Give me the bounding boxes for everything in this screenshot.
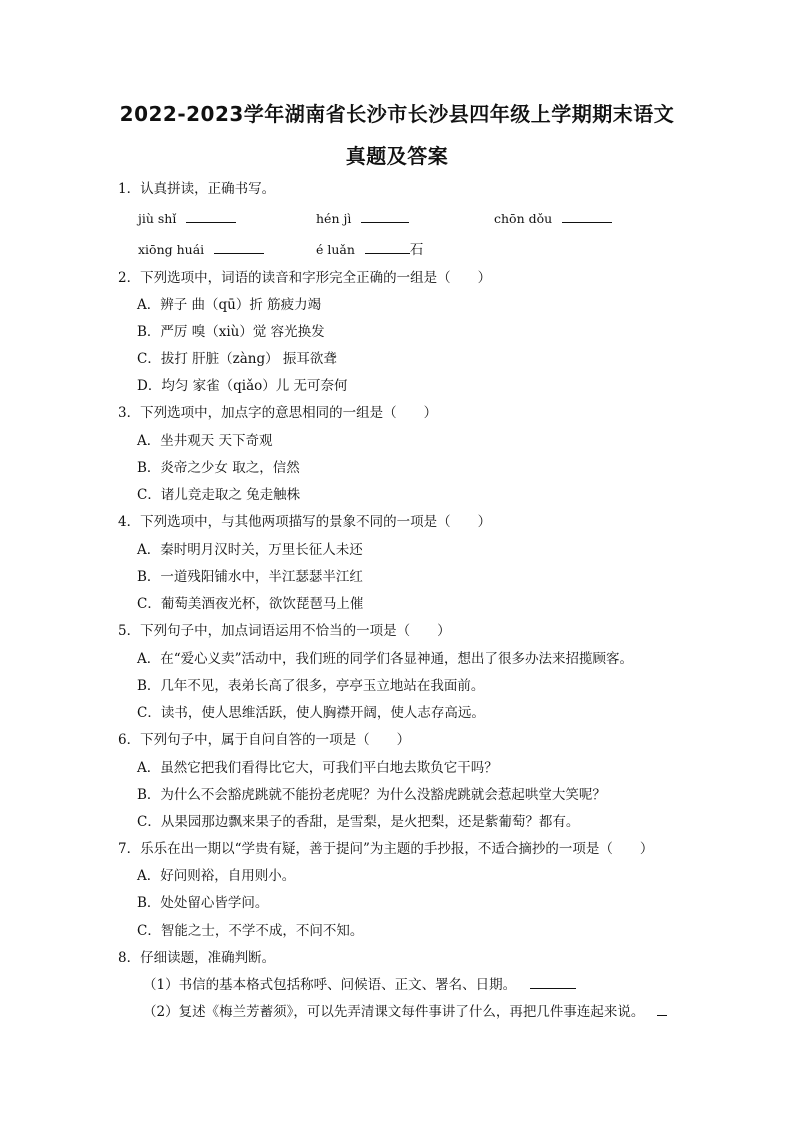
pinyin-item [316, 241, 423, 259]
option-b[interactable]: B．处处留心皆学问。 [137, 895, 269, 911]
option-b[interactable]: B．一道残阳铺水中，半江瑟瑟半江红 [137, 569, 363, 585]
option-a[interactable]: A．好问则裕，自用则小。 [137, 868, 296, 884]
option-a[interactable]: A．坐井观天 天下奇观 [137, 433, 273, 449]
pinyin-item [494, 210, 612, 228]
option-c[interactable]: C．拔打 肝脏（zàng） 振耳欲聋 [137, 351, 337, 367]
answer-blank[interactable] [186, 210, 236, 223]
option-b[interactable]: B．严厉 嗅（xiù）觉 容光换发 [137, 324, 325, 340]
pinyin-item [138, 241, 264, 259]
pinyin-item [138, 210, 236, 228]
option-a[interactable]: A．在“爱心义卖”活动中，我们班的同学们各显神通，想出了很多办法来招揽顾客。 [137, 651, 634, 667]
answer-blank[interactable] [562, 210, 612, 223]
option-b[interactable]: B．炎帝之少女 取之，信然 [137, 460, 300, 476]
answer-blank[interactable] [530, 976, 576, 989]
option-b[interactable]: B．几年不见，表弟长高了很多，亭亭玉立地站在我面前。 [137, 678, 485, 694]
document-title-line2: 真题及答案 [345, 144, 449, 168]
pinyin-text: é luǎn [316, 242, 355, 257]
answer-blank[interactable] [657, 1003, 667, 1016]
option-a[interactable]: A．秦时明月汉时关，万里长征人未还 [137, 542, 363, 558]
question-1-stem: 1．认真拼读，正确书写。 [118, 181, 276, 197]
question-2-stem: 2．下列选项中，词语的读音和字形完全正确的一组是（ ） [118, 270, 492, 286]
judgment-text: （1）书信的基本格式包括称呼、问候语、正文、署名、日期。 [143, 977, 517, 993]
question-3-stem: 3．下列选项中，加点字的意思相同的一组是（ ） [118, 405, 438, 421]
pinyin-text: jiù shǐ [138, 211, 177, 226]
option-c[interactable]: C．读书，使人思维活跃，使人胸襟开阔，使人志存高远。 [137, 705, 485, 721]
question-8-stem: 8．仔细读题，准确判断。 [118, 950, 276, 966]
option-c[interactable]: C．智能之士，不学不成，不问不知。 [137, 923, 364, 939]
pinyin-text: hén jì [316, 211, 352, 226]
question-6-stem: 6．下列句子中，属于自问自答的一项是（ ） [118, 732, 411, 748]
pinyin-text: xiōng huái [138, 242, 205, 257]
option-c[interactable]: C．从果园那边飘来果子的香甜，是雪梨，是火把梨，还是紫葡萄？都有。 [137, 814, 580, 830]
question-5-stem: 5．下列句子中，加点词语运用不恰当的一项是（ ） [118, 623, 451, 639]
judgment-item-1 [143, 976, 576, 994]
judgment-text: （2）复述《梅兰芳蓄须》，可以先弄清课文每件事讲了什么，再把几件事连起来说。 [143, 1004, 645, 1020]
option-a[interactable]: A．虽然它把我们看得比它大，可我们平白地去欺负它干吗？ [137, 760, 498, 776]
pinyin-item [316, 210, 409, 228]
option-c[interactable]: C．葡萄美酒夜光杯，欲饮琵琶马上催 [137, 596, 364, 612]
question-4-stem: 4．下列选项中，与其他两项描写的景象不同的一项是（ ） [118, 514, 492, 530]
blank-suffix: 石 [409, 242, 424, 258]
option-a[interactable]: A．辨子 曲（qū）折 筋疲力竭 [137, 297, 322, 313]
option-d[interactable]: D．均匀 家雀（qiǎo）儿 无可奈何 [137, 378, 348, 394]
option-c[interactable]: C．诸儿竞走取之 兔走触株 [137, 487, 301, 503]
option-b[interactable]: B．为什么不会豁虎跳就不能扮老虎呢？为什么没豁虎跳就会惹起哄堂大笑呢？ [137, 787, 606, 803]
document-title-line1: 2022-2023学年湖南省长沙市长沙县四年级上学期期末语文 [119, 102, 675, 126]
pinyin-text: chōn dǒu [494, 211, 553, 226]
question-7-stem: 7．乐乐在出一期以“学贵有疑，善于提问”为主题的手抄报，不适合摘抄的一项是（ ） [118, 841, 654, 857]
answer-blank[interactable] [361, 210, 409, 223]
answer-blank[interactable] [365, 241, 410, 254]
judgment-item-2 [143, 1003, 667, 1021]
answer-blank[interactable] [214, 241, 264, 254]
